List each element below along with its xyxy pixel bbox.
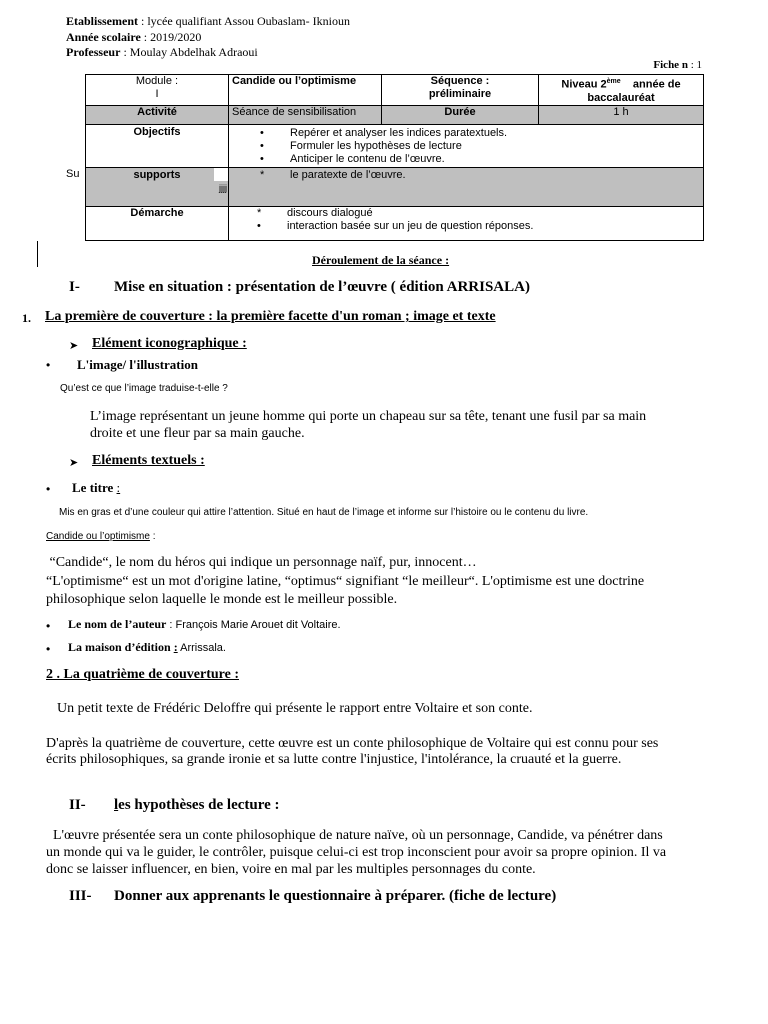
image-heading: L'image/ l'illustration <box>77 357 198 372</box>
demarche-label: Démarche <box>86 206 229 240</box>
quatrieme-text-3: écrits philosophiques, sa grande ironie et sa lutte contre l'injustice, l'intolérance, la cruauté et la guerre. <box>46 752 622 767</box>
fiche-number <box>653 59 702 71</box>
supports-cell <box>86 167 229 206</box>
section-2-title-rest: es hypothèses de lecture : <box>118 797 280 813</box>
titre-colon: : <box>116 480 121 495</box>
niveau-line2: baccalauréat <box>587 91 655 104</box>
titre-label: Le titre <box>72 480 117 495</box>
objectifs-label: Objectifs <box>86 124 229 167</box>
module-cell <box>86 75 229 106</box>
hypotheses-line-3: donc se laisser influencer, en bien, voire en mal par les multiples personnages du conte. <box>46 862 536 877</box>
row-module <box>86 75 704 106</box>
arrow-bullet-icon: ➤ <box>69 340 79 352</box>
deroulement-heading: Déroulement de la séance : <box>312 253 450 267</box>
bullet-icon: • <box>46 642 51 656</box>
niveau-sup: ème <box>606 78 621 85</box>
demarche-cell <box>229 206 704 240</box>
demarche-item: * discours dialogué <box>287 207 700 220</box>
section-1-title: Mise en situation : présentation de l’œuvre ( édition ARRISALA) <box>114 279 530 295</box>
supports-white-box <box>214 168 228 181</box>
prof-label: Professeur <box>66 45 121 59</box>
row-demarche <box>86 206 704 240</box>
annee-value: : 2019/2020 <box>140 30 202 44</box>
sequence-cell <box>382 75 539 106</box>
objectifs-cell <box>229 124 704 167</box>
niveau-rest: année de <box>620 78 681 91</box>
duree-label: Durée <box>382 105 539 124</box>
work-title: Candide ou l’optimisme <box>229 75 382 106</box>
sequence-label: Séquence : <box>430 75 490 87</box>
bullet-icon: • <box>46 482 51 496</box>
supports-marker: jjjj <box>219 182 227 193</box>
objectif-item: • Formuler les hypothèses de lecture <box>290 140 700 153</box>
demarche-list <box>232 207 700 233</box>
fiche-label: Fiche n <box>653 59 688 71</box>
supports-label: supports <box>133 168 181 181</box>
auteur-line <box>68 617 341 632</box>
quatrieme-text-2: D'après la quatrième de couverture, cette œuvre est un conte philosophique de Voltaire qui est connu pour ses <box>46 736 659 751</box>
niveau-text: Niveau 2 <box>561 78 607 91</box>
image-answer-line-1: L’image représentant un jeune homme qui porte un chapeau sur sa tête, tenant une fusil par sa main <box>90 409 647 424</box>
image-answer-line-2: droite et une fleur par sa main gauche. <box>90 426 305 441</box>
duree-value: 1 h <box>539 105 704 124</box>
activite-label: Activité <box>86 105 229 124</box>
row-activite <box>86 105 704 124</box>
candide-colon: : <box>149 531 156 542</box>
fiche-value: : 1 <box>687 59 702 71</box>
text-cursor-mark <box>37 241 38 267</box>
titre-heading <box>72 480 120 496</box>
candide-text-line-1: “Candide“, le nom du héros qui indique un personnage naïf, pur, innocent… <box>46 555 477 570</box>
element-iconographique-heading: Elément iconographique : <box>92 336 247 351</box>
supports-list <box>232 169 700 182</box>
candide-underlined: Candide ou l’optimisme <box>46 531 150 542</box>
prof-value: : Moulay Abdelhak Adraoui <box>120 45 258 59</box>
section-2-title-first-letter: l <box>114 797 119 813</box>
fiche-table <box>85 74 704 241</box>
objectifs-list <box>232 127 700 166</box>
section-1-number: I- <box>69 279 80 295</box>
auteur-label: Le nom de l’auteur <box>68 617 167 631</box>
elements-textuels-heading: Eléments textuels : <box>92 453 205 468</box>
bullet-icon: • <box>46 619 51 633</box>
subsection-1-title: La première de couverture : la première facette d'un roman ; image et texte <box>45 309 496 324</box>
edition-value: Arrissala. <box>177 642 226 654</box>
section-2-title <box>114 797 280 814</box>
candide-line <box>46 531 156 542</box>
quatrieme-text-1: Un petit texte de Frédéric Deloffre qui présente le rapport entre Voltaire et son conte. <box>57 701 533 716</box>
demarche-item: • interaction basée sur un jeu de question réponses. <box>287 220 700 233</box>
image-question: Qu’est ce que l’image traduise-t-elle ? <box>60 383 228 394</box>
sequence-value: préliminaire <box>428 88 492 100</box>
row-supports <box>86 167 704 206</box>
edition-colon: : <box>173 640 178 654</box>
auteur-value: : François Marie Arouet dit Voltaire. <box>166 619 341 631</box>
objectif-item: • Anticiper le contenu de l’œuvre. <box>290 153 700 166</box>
hypotheses-line-2: un monde qui va le guider, le contrôler, puisque celui-ci est trop inconscient pour avoir sa propre opinion. Il va <box>46 845 667 860</box>
activite-value: Séance de sensibilisation <box>229 105 382 124</box>
header-annee <box>66 30 201 45</box>
niveau-cell <box>539 75 704 106</box>
edition-label: La maison d’édition <box>68 640 174 654</box>
margin-text-su: Su <box>66 168 80 180</box>
module-value: I <box>155 88 159 100</box>
section-3-number: III- <box>69 888 92 904</box>
header-professeur <box>66 45 258 60</box>
candide-text-line-2: “L'optimisme“ est un mot d'origine latine, “optimus“ signifiant “le meilleur“. L'optimisme est une doctrine <box>46 574 645 589</box>
supports-content <box>229 167 704 206</box>
etab-value: : lycée qualifiant Assou Oubaslam- Iknioun <box>138 14 350 28</box>
section-3-title: Donner aux apprenants le questionnaire à préparer. (fiche de lecture) <box>114 888 557 904</box>
arrow-bullet-icon: ➤ <box>69 457 79 469</box>
section-2-number: II- <box>69 797 86 813</box>
bullet-icon: • <box>46 358 51 372</box>
module-label: Module : <box>135 75 179 87</box>
subsection-1-number: 1. <box>22 311 31 325</box>
edition-line <box>68 640 226 655</box>
row-objectifs <box>86 124 704 167</box>
candide-text-line-3: philosophique selon laquelle le monde est le meilleur possible. <box>46 592 398 607</box>
titre-description: Mis en gras et d’une couleur qui attire l’attention. Situé en haut de l’image et informe sur l’histoire ou le contenu du livre. <box>59 507 589 518</box>
support-item: * le paratexte de l’œuvre. <box>290 169 700 182</box>
annee-label: Année scolaire <box>66 30 141 44</box>
objectif-item: • Repérer et analyser les indices paratextuels. <box>290 127 700 140</box>
subsection-2-title: 2 . La quatrième de couverture : <box>46 667 239 682</box>
hypotheses-line-1: L'œuvre présentée sera un conte philosophique de nature naïve, où un personnage, Candide, va pénétrer dans <box>46 828 663 843</box>
header-etablissement <box>66 14 350 29</box>
etab-label: Etablissement <box>66 14 138 28</box>
